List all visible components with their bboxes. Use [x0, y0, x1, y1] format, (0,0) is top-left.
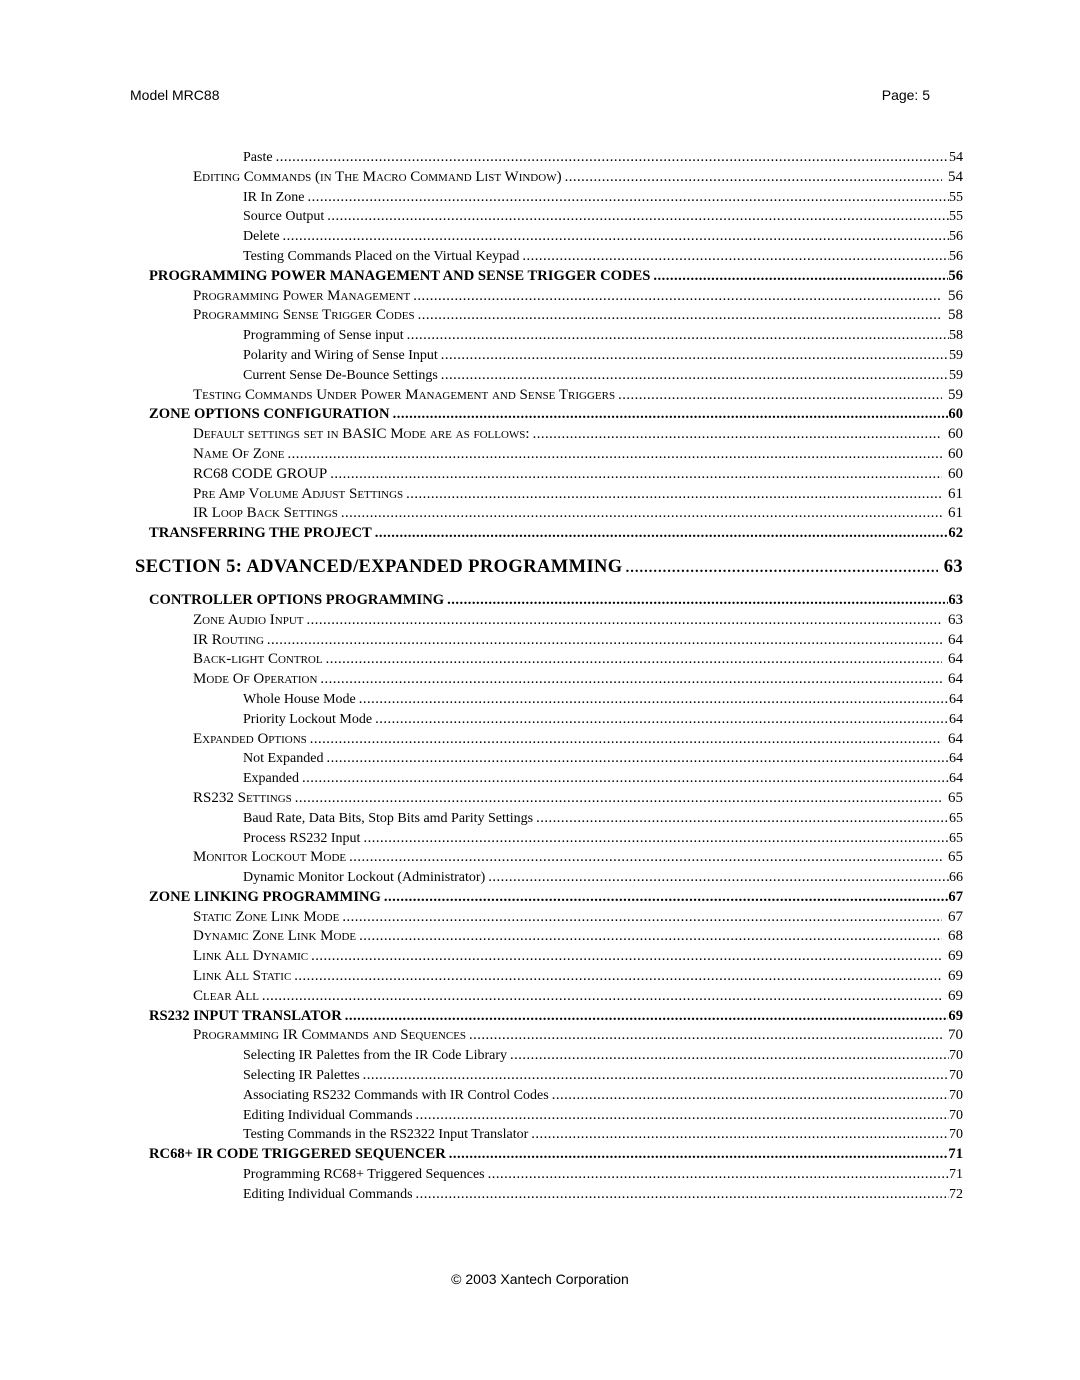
toc-entry — [135, 987, 963, 1007]
toc-entry-page: 72 — [949, 1186, 963, 1202]
toc-entry-label: Programming of Sense input — [243, 328, 404, 344]
toc-entry-page: 65 — [949, 830, 963, 846]
toc-entry-label: Process RS232 Input — [243, 830, 361, 846]
toc-entry-page: 63 — [948, 591, 963, 608]
toc-entry-label: Associating RS232 Commands with IR Control Codes — [243, 1087, 549, 1103]
dot-leader — [363, 829, 949, 849]
dot-leader — [359, 690, 949, 710]
toc-entry-page: 69 — [948, 1007, 963, 1024]
toc-entry-label: ZONE LINKING PROGRAMMING — [149, 888, 381, 905]
dot-leader — [342, 908, 942, 928]
toc-entry — [135, 848, 963, 868]
toc-entry — [135, 207, 963, 227]
toc-entry — [135, 1007, 963, 1027]
dot-leader — [363, 1066, 949, 1086]
toc-entry — [135, 1165, 963, 1185]
toc-entry-page: 54 — [948, 168, 963, 185]
dot-leader — [441, 346, 949, 366]
toc-entry — [135, 306, 963, 326]
toc-entry — [135, 927, 963, 947]
toc-entry-page: 69 — [948, 987, 963, 1004]
toc-entry-label: Programming Power Management — [193, 287, 411, 304]
dot-leader — [416, 1106, 949, 1126]
toc-entry-page: 61 — [948, 505, 963, 522]
toc-entry-label: Default settings set in BASIC Mode are as follows: — [193, 426, 530, 443]
toc-entry — [135, 908, 963, 928]
dot-leader — [653, 267, 948, 287]
page-footer — [0, 1271, 1080, 1287]
toc-entry-label: Name Of Zone — [193, 445, 285, 462]
toc-entry-page: 59 — [949, 367, 963, 383]
toc-entry — [135, 967, 963, 987]
toc-entry — [135, 710, 963, 730]
toc-entry — [135, 591, 963, 611]
dot-leader — [307, 188, 949, 208]
toc-entry-label: RS232 Settings — [193, 789, 292, 806]
toc-entry — [135, 227, 963, 247]
toc-entry-label: Editing Individual Commands — [243, 1107, 413, 1123]
dot-leader — [262, 987, 942, 1007]
dot-leader — [375, 710, 949, 730]
toc-entry-page: 70 — [949, 1087, 963, 1103]
dot-leader — [552, 1086, 949, 1106]
toc-entry-page: 71 — [948, 1146, 963, 1163]
dot-leader — [416, 1185, 949, 1205]
toc-entry — [135, 1125, 963, 1145]
toc-section-heading — [135, 555, 963, 580]
dot-leader — [359, 927, 942, 947]
toc-entry-page: 70 — [949, 1048, 963, 1064]
toc-entry-label: Testing Commands Placed on the Virtual Keypad — [243, 248, 520, 264]
toc-entry — [135, 1185, 963, 1205]
toc-entry-label: Delete — [243, 229, 280, 245]
toc-entry-page: 64 — [949, 751, 963, 767]
dot-leader — [341, 504, 942, 524]
toc-entry-label: Pre Amp Volume Adjust Settings — [193, 485, 404, 502]
toc-entry-label: Testing Commands Under Power Management and Sense Triggers — [193, 386, 616, 403]
toc-entry-page: 69 — [948, 948, 963, 965]
toc-entry-label: Testing Commands in the RS2322 Input Translator — [243, 1127, 529, 1143]
dot-leader — [327, 207, 949, 227]
copyright-text: © 2003 Xantech Corporation — [451, 1271, 629, 1287]
dot-leader — [326, 749, 949, 769]
toc-entry — [135, 445, 963, 465]
toc-entry — [135, 485, 963, 505]
toc-entry — [135, 650, 963, 670]
dot-leader — [522, 247, 949, 267]
dot-leader — [393, 405, 949, 425]
toc-entry-page: 56 — [948, 287, 963, 304]
dot-leader — [488, 1165, 949, 1185]
dot-leader — [307, 611, 943, 631]
table-of-contents — [135, 148, 963, 1205]
dot-leader — [349, 848, 942, 868]
toc-entry — [135, 829, 963, 849]
toc-entry-page: 70 — [949, 1068, 963, 1084]
toc-entry-label: Whole House Mode — [243, 691, 356, 707]
toc-entry-label: RC68+ IR CODE TRIGGERED SEQUENCER — [149, 1146, 446, 1163]
dot-leader — [510, 1046, 949, 1066]
toc-entry — [135, 1026, 963, 1046]
dot-leader — [302, 769, 949, 789]
dot-leader — [531, 1125, 949, 1145]
toc-entry-label: Static Zone Link Mode — [193, 908, 340, 925]
toc-entry-label: Polarity and Wiring of Sense Input — [243, 347, 438, 363]
toc-entry-page: 62 — [948, 525, 963, 542]
toc-entry — [135, 730, 963, 750]
toc-entry-label: Current Sense De-Bounce Settings — [243, 367, 438, 383]
toc-entry — [135, 267, 963, 287]
toc-entry — [135, 749, 963, 769]
dot-leader — [469, 1026, 942, 1046]
toc-entry-page: 64 — [949, 691, 963, 707]
toc-entry-page: 54 — [949, 150, 963, 165]
dot-leader — [626, 555, 938, 580]
dot-leader — [533, 425, 942, 445]
toc-entry-label: Not Expanded — [243, 751, 324, 767]
toc-entry — [135, 670, 963, 690]
toc-entry — [135, 425, 963, 445]
toc-entry-page: 65 — [949, 810, 963, 826]
dot-leader — [565, 168, 942, 188]
toc-entry-page: 67 — [948, 888, 963, 905]
dot-leader — [407, 326, 949, 346]
toc-entry-page: 64 — [948, 651, 963, 668]
toc-entry-label: Selecting IR Palettes from the IR Code Library — [243, 1048, 507, 1064]
toc-entry-label: Expanded — [243, 771, 299, 787]
toc-entry — [135, 1106, 963, 1126]
toc-entry-page: 61 — [948, 485, 963, 502]
toc-entry — [135, 504, 963, 524]
toc-entry-page: 58 — [949, 328, 963, 344]
toc-entry-label: Editing Individual Commands — [243, 1186, 413, 1202]
toc-entry-label: Programming RC68+ Triggered Sequences — [243, 1167, 485, 1183]
toc-entry-page: 67 — [948, 908, 963, 925]
toc-entry — [135, 168, 963, 188]
page-number-label: Page: 5 — [881, 87, 930, 103]
toc-entry-page: 63 — [948, 611, 963, 628]
toc-entry-label: Zone Audio Input — [193, 611, 304, 628]
dot-leader — [441, 366, 949, 386]
toc-entry-label: Clear All — [193, 987, 259, 1004]
toc-entry — [135, 247, 963, 267]
toc-entry-page: 60 — [948, 426, 963, 443]
toc-entry-label: Selecting IR Palettes — [243, 1068, 360, 1084]
dot-leader — [283, 227, 949, 247]
dot-leader — [418, 306, 942, 326]
toc-entry — [135, 809, 963, 829]
toc-entry — [135, 524, 963, 544]
toc-entry-page: 71 — [949, 1167, 963, 1183]
toc-entry-label: Programming Sense Trigger Codes — [193, 307, 415, 324]
toc-entry-page: 63 — [943, 556, 963, 577]
toc-entry-label: IR Routing — [193, 631, 264, 648]
dot-leader — [295, 789, 942, 809]
toc-entry — [135, 188, 963, 208]
toc-entry-page: 65 — [948, 849, 963, 866]
toc-entry-page: 64 — [948, 631, 963, 648]
toc-entry-page: 55 — [949, 209, 963, 225]
toc-entry — [135, 148, 963, 168]
toc-entry — [135, 326, 963, 346]
toc-entry-label: Monitor Lockout Mode — [193, 849, 347, 866]
toc-entry-label: PROGRAMMING POWER MANAGEMENT AND SENSE TRIGGER CODES — [149, 267, 651, 284]
toc-entry-label: Editing Commands (in The Macro Command List Window) — [193, 168, 562, 185]
toc-entry-label: TRANSFERRING THE PROJECT — [149, 525, 372, 542]
toc-entry-page: 60 — [948, 445, 963, 462]
toc-entry-page: 64 — [948, 671, 963, 688]
toc-entry-label: Expanded Options — [193, 730, 307, 747]
toc-entry-page: 64 — [948, 730, 963, 747]
dot-leader — [345, 1007, 949, 1027]
dot-leader — [294, 967, 942, 987]
toc-entry-page: 56 — [949, 229, 963, 245]
toc-entry-label: SECTION 5: ADVANCED/EXPANDED PROGRAMMING — [135, 556, 623, 577]
dot-leader — [326, 650, 942, 670]
toc-entry — [135, 611, 963, 631]
toc-entry — [135, 287, 963, 307]
toc-entry-page: 59 — [949, 347, 963, 363]
toc-entry-page: 59 — [948, 386, 963, 403]
dot-leader — [320, 670, 942, 690]
page-header — [130, 86, 930, 104]
dot-leader — [406, 485, 942, 505]
toc-entry — [135, 1086, 963, 1106]
toc-entry — [135, 386, 963, 406]
toc-entry-label: Link All Dynamic — [193, 948, 309, 965]
toc-entry — [135, 631, 963, 651]
toc-entry-page: 66 — [949, 870, 963, 886]
toc-entry-label: ZONE OPTIONS CONFIGURATION — [149, 406, 390, 423]
dot-leader — [310, 730, 942, 750]
toc-entry — [135, 1046, 963, 1066]
dot-leader — [267, 631, 942, 651]
toc-entry-page: 64 — [949, 771, 963, 787]
toc-entry-label: CONTROLLER OPTIONS PROGRAMMING — [149, 591, 445, 608]
toc-entry-page: 70 — [949, 1107, 963, 1123]
dot-leader — [536, 809, 949, 829]
toc-entry — [135, 947, 963, 967]
toc-entry-label: Programming IR Commands and Sequences — [193, 1027, 467, 1044]
toc-entry-label: RS232 INPUT TRANSLATOR — [149, 1007, 342, 1024]
toc-entry-label: IR In Zone — [243, 189, 305, 205]
toc-entry-page: 70 — [949, 1127, 963, 1143]
toc-entry-page: 56 — [948, 267, 963, 284]
toc-entry-label: RC68 CODE GROUP — [193, 465, 328, 482]
toc-entry-label: Source Output — [243, 209, 325, 225]
toc-entry-page: 55 — [949, 189, 963, 205]
toc-entry — [135, 346, 963, 366]
toc-entry — [135, 1066, 963, 1086]
toc-entry-label: Back-light Control — [193, 651, 323, 668]
toc-entry — [135, 769, 963, 789]
toc-entry-label: Baud Rate, Data Bits, Stop Bits amd Parity Settings — [243, 810, 534, 826]
dot-leader — [288, 445, 943, 465]
toc-entry — [135, 1145, 963, 1165]
dot-leader — [384, 888, 949, 908]
dot-leader — [276, 148, 949, 168]
toc-entry-page: 64 — [949, 711, 963, 727]
toc-entry-label: Dynamic Monitor Lockout (Administrator) — [243, 870, 486, 886]
toc-entry-label: Mode Of Operation — [193, 671, 318, 688]
toc-entry-page: 70 — [948, 1027, 963, 1044]
dot-leader — [330, 465, 942, 485]
toc-entry-label: Dynamic Zone Link Mode — [193, 928, 357, 945]
toc-entry-page: 65 — [948, 789, 963, 806]
toc-entry — [135, 405, 963, 425]
toc-entry — [135, 465, 963, 485]
toc-entry — [135, 789, 963, 809]
toc-entry-page: 60 — [948, 465, 963, 482]
toc-entry-label: Link All Static — [193, 968, 292, 985]
toc-entry-page: 68 — [948, 928, 963, 945]
toc-entry-page: 56 — [949, 248, 963, 264]
dot-leader — [311, 947, 942, 967]
dot-leader — [488, 868, 949, 888]
toc-entry-page: 58 — [948, 307, 963, 324]
dot-leader — [618, 386, 942, 406]
toc-entry-label: Paste — [243, 150, 273, 165]
toc-entry-page: 69 — [948, 968, 963, 985]
document-title: Model MRC88 — [130, 87, 220, 103]
dot-leader — [413, 287, 942, 307]
dot-leader — [375, 524, 949, 544]
dot-leader — [449, 1145, 949, 1165]
toc-entry-label: IR Loop Back Settings — [193, 505, 338, 522]
toc-entry — [135, 690, 963, 710]
toc-entry — [135, 868, 963, 888]
toc-entry-page: 60 — [948, 406, 963, 423]
dot-leader — [447, 591, 948, 611]
toc-entry-label: Priority Lockout Mode — [243, 711, 373, 727]
toc-entry — [135, 888, 963, 908]
toc-entry — [135, 366, 963, 386]
